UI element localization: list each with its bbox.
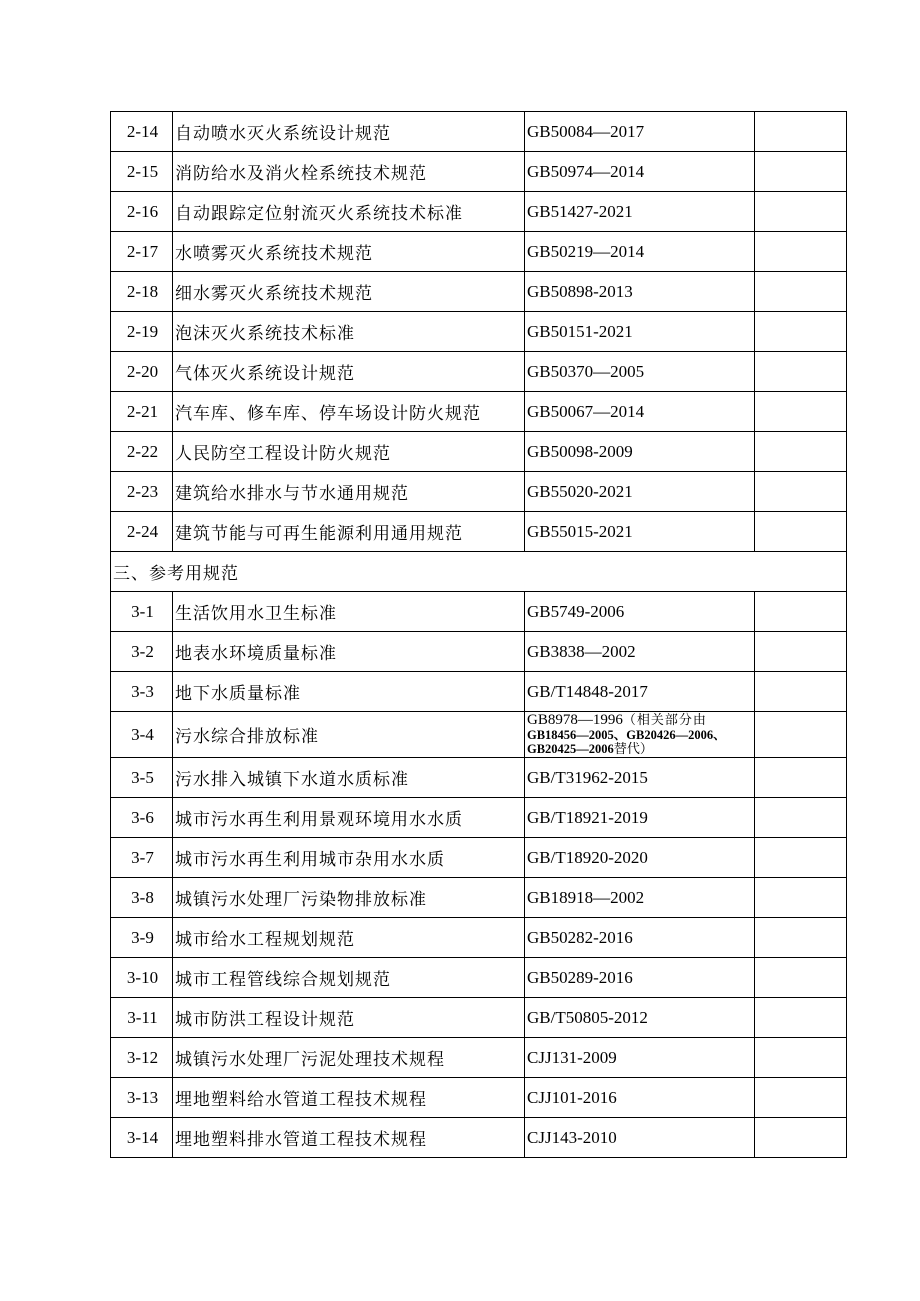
standard-code: GB50370—2005 xyxy=(525,352,755,392)
standard-name: 埋地塑料给水管道工程技术规程 xyxy=(173,1078,525,1118)
standard-name: 人民防空工程设计防火规范 xyxy=(173,432,525,472)
code-line-2: GB18456—2005、GB20426—2006、 xyxy=(527,727,726,742)
remark-cell xyxy=(755,472,847,512)
code-line-3-tail: 替代） xyxy=(613,741,653,757)
table-row xyxy=(111,712,847,758)
remark-cell xyxy=(755,758,847,798)
standard-code: GB50282-2016 xyxy=(525,918,755,958)
item-number: 3-10 xyxy=(111,958,173,998)
remark-cell xyxy=(755,112,847,152)
section-header-row xyxy=(111,552,847,592)
remark-cell xyxy=(755,672,847,712)
table-row xyxy=(111,918,847,958)
remark-cell xyxy=(755,958,847,998)
table-row xyxy=(111,1118,847,1158)
standard-name: 地下水质量标准 xyxy=(173,672,525,712)
remark-cell xyxy=(755,1078,847,1118)
item-number: 3-11 xyxy=(111,998,173,1038)
standard-code: CJJ131-2009 xyxy=(525,1038,755,1078)
standard-name: 城市防洪工程设计规范 xyxy=(173,998,525,1038)
table-row xyxy=(111,232,847,272)
code-line-3 xyxy=(527,742,754,757)
remark-cell xyxy=(755,712,847,758)
standard-code: GB/T18921-2019 xyxy=(525,798,755,838)
remark-cell xyxy=(755,918,847,958)
remark-cell xyxy=(755,432,847,472)
standard-code: GB55015-2021 xyxy=(525,512,755,552)
item-number: 2-15 xyxy=(111,152,173,192)
standard-name: 汽车库、修车库、停车场设计防火规范 xyxy=(173,392,525,432)
code-line-3-code: GB20425—2006 xyxy=(527,742,614,757)
table-row xyxy=(111,1078,847,1118)
standard-code: GB/T31962-2015 xyxy=(525,758,755,798)
item-number: 2-17 xyxy=(111,232,173,272)
table-row xyxy=(111,998,847,1038)
remark-cell xyxy=(755,592,847,632)
standard-name: 细水雾灭火系统技术规范 xyxy=(173,272,525,312)
table-row xyxy=(111,112,847,152)
standard-name: 埋地塑料排水管道工程技术规程 xyxy=(173,1118,525,1158)
code-line-1 xyxy=(527,712,754,729)
section-title: 三、参考用规范 xyxy=(111,552,847,592)
standard-code: GB51427-2021 xyxy=(525,192,755,232)
table-row xyxy=(111,272,847,312)
item-number: 2-20 xyxy=(111,352,173,392)
table-row xyxy=(111,472,847,512)
standard-name: 城市工程管线综合规划规范 xyxy=(173,958,525,998)
item-number: 2-19 xyxy=(111,312,173,352)
item-number: 2-24 xyxy=(111,512,173,552)
standard-code: GB50289-2016 xyxy=(525,958,755,998)
code-note: （相关部分由 xyxy=(622,712,707,727)
standard-code: CJJ101-2016 xyxy=(525,1078,755,1118)
item-number: 3-14 xyxy=(111,1118,173,1158)
table-row xyxy=(111,758,847,798)
item-number: 2-18 xyxy=(111,272,173,312)
standard-name: 城市污水再生利用城市杂用水水质 xyxy=(173,838,525,878)
standard-code: GB50219—2014 xyxy=(525,232,755,272)
table-row xyxy=(111,672,847,712)
remark-cell xyxy=(755,838,847,878)
table-row xyxy=(111,192,847,232)
table-row xyxy=(111,512,847,552)
table-row xyxy=(111,312,847,352)
standard-name: 城市污水再生利用景观环境用水水质 xyxy=(173,798,525,838)
remark-cell xyxy=(755,878,847,918)
standard-code: GB/T18920-2020 xyxy=(525,838,755,878)
remark-cell xyxy=(755,352,847,392)
code-primary: GB8978—1996 xyxy=(527,712,623,728)
standard-code: GB50974—2014 xyxy=(525,152,755,192)
table-row xyxy=(111,1038,847,1078)
item-number: 3-2 xyxy=(111,632,173,672)
table-row xyxy=(111,432,847,472)
standard-name: 生活饮用水卫生标准 xyxy=(173,592,525,632)
item-number: 2-21 xyxy=(111,392,173,432)
standard-name: 城镇污水处理厂污泥处理技术规程 xyxy=(173,1038,525,1078)
table-row xyxy=(111,352,847,392)
standard-name: 建筑节能与可再生能源利用通用规范 xyxy=(173,512,525,552)
item-number: 2-16 xyxy=(111,192,173,232)
item-number: 3-6 xyxy=(111,798,173,838)
table-row xyxy=(111,958,847,998)
standard-name: 地表水环境质量标准 xyxy=(173,632,525,672)
standard-code: GB55020-2021 xyxy=(525,472,755,512)
item-number: 3-9 xyxy=(111,918,173,958)
item-number: 3-12 xyxy=(111,1038,173,1078)
item-number: 3-8 xyxy=(111,878,173,918)
item-number: 2-22 xyxy=(111,432,173,472)
standard-name: 自动跟踪定位射流灭火系统技术标准 xyxy=(173,192,525,232)
standard-name: 城市给水工程规划规范 xyxy=(173,918,525,958)
remark-cell xyxy=(755,232,847,272)
standard-code: GB3838—2002 xyxy=(525,632,755,672)
standard-name: 气体灭火系统设计规范 xyxy=(173,352,525,392)
remark-cell xyxy=(755,1118,847,1158)
item-number: 3-7 xyxy=(111,838,173,878)
remark-cell xyxy=(755,272,847,312)
standard-code: GB50084—2017 xyxy=(525,112,755,152)
standard-code: GB5749-2006 xyxy=(525,592,755,632)
standard-code: GB/T50805-2012 xyxy=(525,998,755,1038)
remark-cell xyxy=(755,392,847,432)
item-number: 2-14 xyxy=(111,112,173,152)
remark-cell xyxy=(755,1038,847,1078)
table-row xyxy=(111,798,847,838)
remark-cell xyxy=(755,632,847,672)
remark-cell xyxy=(755,152,847,192)
standard-name: 消防给水及消火栓系统技术规范 xyxy=(173,152,525,192)
item-number: 3-1 xyxy=(111,592,173,632)
standard-name: 城镇污水处理厂污染物排放标准 xyxy=(173,878,525,918)
standard-code: GB50898-2013 xyxy=(525,272,755,312)
item-number: 3-4 xyxy=(111,712,173,758)
standards-table xyxy=(110,111,847,1158)
standard-code: GB50067—2014 xyxy=(525,392,755,432)
standard-name: 污水综合排放标准 xyxy=(173,712,525,758)
item-number: 3-3 xyxy=(111,672,173,712)
remark-cell xyxy=(755,798,847,838)
item-number: 3-13 xyxy=(111,1078,173,1118)
standard-code: GB18918—2002 xyxy=(525,878,755,918)
standard-code: CJJ143-2010 xyxy=(525,1118,755,1158)
table-row xyxy=(111,838,847,878)
table-row xyxy=(111,392,847,432)
standard-name: 自动喷水灭火系统设计规范 xyxy=(173,112,525,152)
remark-cell xyxy=(755,312,847,352)
standard-code xyxy=(525,712,755,758)
standard-name: 泡沫灭火系统技术标准 xyxy=(173,312,525,352)
standard-code: GB50151-2021 xyxy=(525,312,755,352)
standard-name: 水喷雾灭火系统技术规范 xyxy=(173,232,525,272)
table-row xyxy=(111,592,847,632)
remark-cell xyxy=(755,192,847,232)
table-row xyxy=(111,152,847,192)
standard-name: 污水排入城镇下水道水质标准 xyxy=(173,758,525,798)
table-row xyxy=(111,632,847,672)
remark-cell xyxy=(755,512,847,552)
item-number: 2-23 xyxy=(111,472,173,512)
standards-table-body xyxy=(111,112,847,1158)
standard-code: GB/T14848-2017 xyxy=(525,672,755,712)
standard-name: 建筑给水排水与节水通用规范 xyxy=(173,472,525,512)
remark-cell xyxy=(755,998,847,1038)
table-row xyxy=(111,878,847,918)
standard-code: GB50098-2009 xyxy=(525,432,755,472)
item-number: 3-5 xyxy=(111,758,173,798)
